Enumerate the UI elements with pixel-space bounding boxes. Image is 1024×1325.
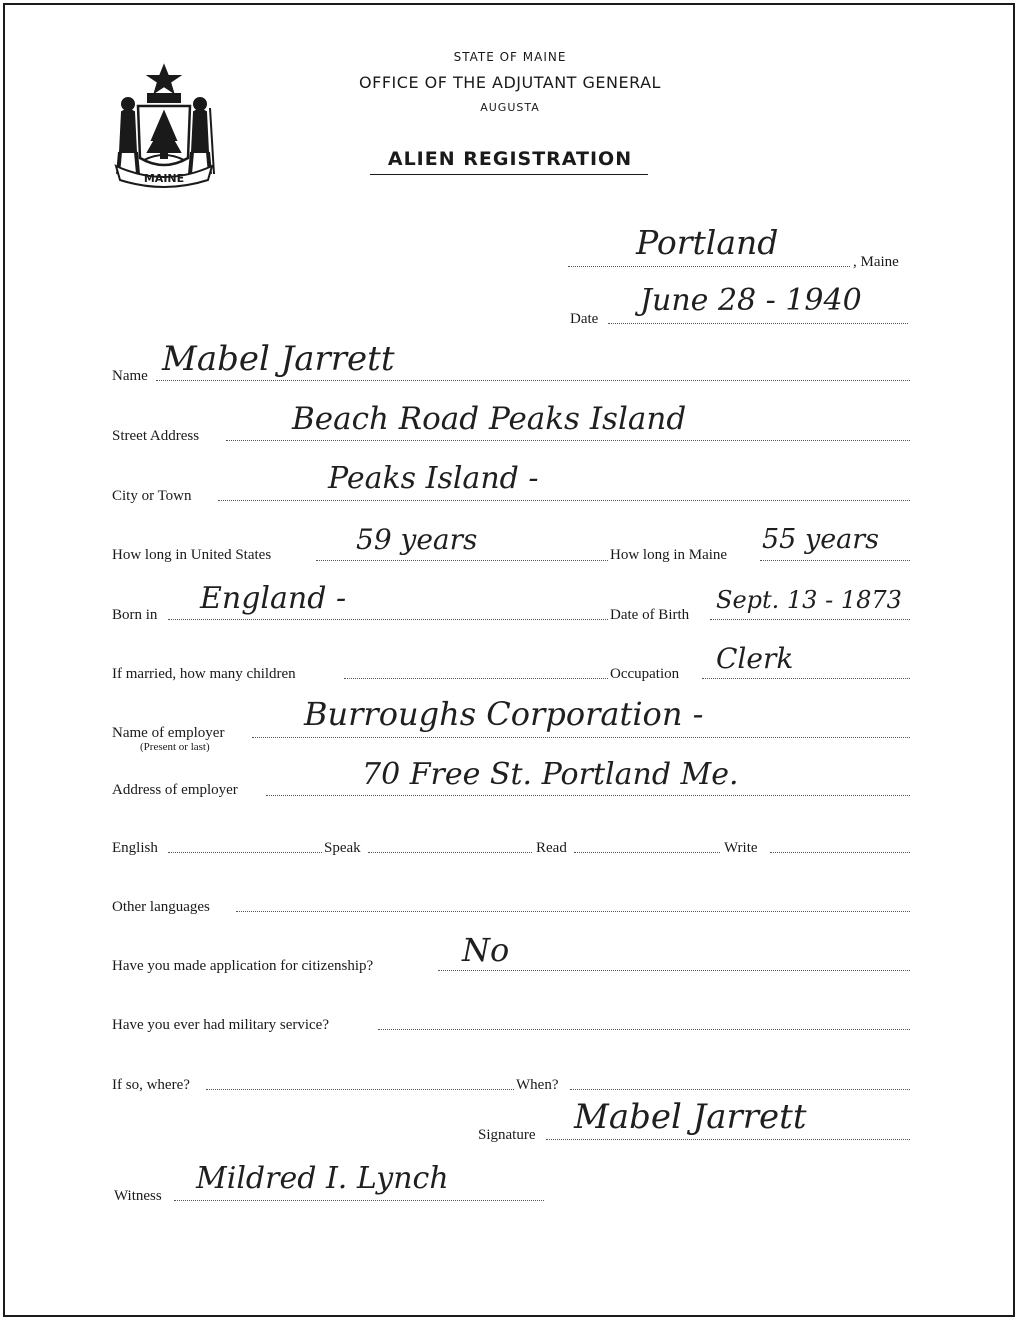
header-office: OFFICE OF THE ADJUTANT GENERAL [359, 73, 661, 92]
signature-field-line [546, 1139, 910, 1140]
occupation-field-line [702, 678, 910, 679]
citizenship-value[interactable]: No [462, 931, 510, 969]
citizenship-label: Have you made application for citizenship? [112, 958, 374, 974]
write-label: Write [724, 840, 758, 856]
where-field-line [206, 1089, 514, 1090]
employer-address-label: Address of employer [112, 782, 238, 798]
dob-value[interactable]: Sept. 13 - 1873 [716, 586, 902, 614]
us-duration-label: How long in United States [112, 547, 272, 563]
header-state: STATE OF MAINE [453, 50, 567, 64]
born-in-field-line [168, 619, 608, 620]
employer-label: Name of employer [112, 725, 225, 741]
header-city: AUGUSTA [480, 101, 540, 114]
english-label: English [112, 840, 158, 856]
place-value[interactable]: Portland [636, 223, 779, 262]
name-field-line [156, 380, 910, 381]
dob-label: Date of Birth [610, 607, 690, 623]
witness-field-line [174, 1200, 544, 1201]
signature-label: Signature [478, 1127, 536, 1143]
born-in-label: Born in [112, 607, 158, 623]
english-field-line [168, 852, 322, 853]
military-field-line [378, 1029, 910, 1030]
children-field-line [344, 678, 608, 679]
title-underline [370, 174, 648, 175]
us-duration-field-line [316, 560, 608, 561]
dob-field-line [710, 619, 910, 620]
employer-field-line [252, 737, 910, 738]
maine-label: , Maine [853, 254, 899, 270]
employer-address-field-line [266, 795, 910, 796]
maine-duration-field-line [760, 560, 910, 561]
place-field-line [568, 266, 850, 267]
maine-state-seal-icon [108, 62, 220, 188]
write-field-line [770, 852, 910, 853]
street-address-field-line [226, 440, 910, 441]
city-value[interactable]: Peaks Island - [328, 461, 539, 496]
when-label: When? [516, 1077, 559, 1093]
military-label: Have you ever had military service? [112, 1017, 329, 1033]
name-value[interactable]: Mabel Jarrett [162, 339, 395, 379]
employer-value[interactable]: Burroughs Corporation - [304, 695, 704, 733]
street-address-value[interactable]: Beach Road Peaks Island [292, 401, 687, 437]
occupation-value[interactable]: Clerk [716, 642, 794, 675]
us-duration-value[interactable]: 59 years [356, 523, 478, 556]
city-field-line [218, 500, 910, 501]
where-label: If so, where? [112, 1077, 190, 1093]
form-title: ALIEN REGISTRATION [387, 148, 633, 170]
witness-value[interactable]: Mildred I. Lynch [196, 1161, 449, 1196]
date-field-line [608, 323, 908, 324]
date-value[interactable]: June 28 - 1940 [640, 283, 862, 318]
speak-label: Speak [324, 840, 361, 856]
employer-note: (Present or last) [140, 741, 210, 753]
employer-address-value[interactable]: 70 Free St. Portland Me. [362, 757, 739, 792]
witness-label: Witness [114, 1188, 162, 1204]
when-field-line [570, 1089, 910, 1090]
city-label: City or Town [112, 488, 192, 504]
speak-field-line [368, 852, 532, 853]
born-in-value[interactable]: England - [200, 581, 347, 616]
maine-duration-value[interactable]: 55 years [762, 524, 880, 555]
citizenship-field-line [438, 970, 910, 971]
occupation-label: Occupation [610, 666, 680, 682]
document-border [3, 3, 1015, 1317]
seal-banner-text: MAINE [143, 172, 185, 185]
date-label: Date [570, 311, 599, 327]
signature-value[interactable]: Mabel Jarrett [574, 1097, 807, 1137]
name-label: Name [112, 368, 148, 384]
read-label: Read [536, 840, 567, 856]
maine-duration-label: How long in Maine [610, 547, 728, 563]
street-address-label: Street Address [112, 428, 200, 444]
children-label: If married, how many children [112, 666, 296, 682]
other-languages-field-line [236, 911, 910, 912]
read-field-line [574, 852, 720, 853]
other-languages-label: Other languages [112, 899, 210, 915]
